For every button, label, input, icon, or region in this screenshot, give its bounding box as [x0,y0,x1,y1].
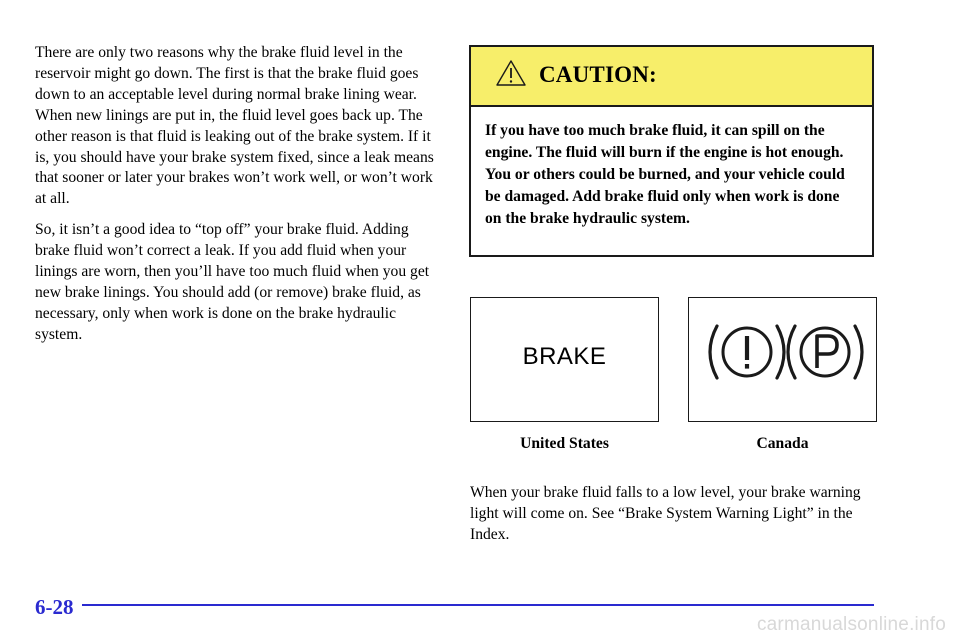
caution-text: If you have too much brake fluid, it can spill on the engine. The fluid will burn if the engine is hot enough. You or others could be burned, and your vehicle could be damaged. Add brake fluid only when work is done on the brake hydraulic system. [485,122,845,228]
us-indicator-caption: United States [520,435,609,452]
paragraph-top-off-advice: So, it isn’t a good idea to “top off” your brake fluid. Adding brake fluid won’t correct a leak. If you add fluid when your linings are worn, then you’ll have too much fluid when you get new brake linings. You should add (or remove) brake fluid, as necessary, only when work is done on the brake hydraulic system. [35,221,430,343]
caution-header [471,47,872,107]
canada-brake-indicator [688,297,877,422]
page-number: 6-28 [35,595,74,619]
site-watermark: carmanualsonline.info [756,614,946,635]
body-text-column [35,43,435,356]
caution-title: CAUTION: [539,62,657,87]
paragraph-fluid-level-reasons: There are only two reasons why the brake fluid level in the reservoir might go down. The first is that the brake fluid goes down to an acceptable level during normal brake lining wear. When new linings are put in, the fluid level goes back up. The other reason is that fluid is leaking out of the brake system. If it is, you should have your brake system fixed, since a leak means that sooner or later your brakes won’t work well, or won’t work at all. [35,44,434,208]
canada-indicator-caption: Canada [756,435,809,452]
paragraph-warning-light: When your brake fluid falls to a low level, your brake warning light will come on. See “Brake System Warning Light” in the Index. [470,484,861,543]
footer-divider [82,604,874,606]
brake-warning-and-parking-icon [699,320,867,384]
caution-body [471,107,872,230]
us-brake-indicator [470,297,659,422]
warning-triangle-icon [495,59,527,87]
brake-indicator-text: BRAKE [522,343,607,370]
caution-box [469,45,874,257]
